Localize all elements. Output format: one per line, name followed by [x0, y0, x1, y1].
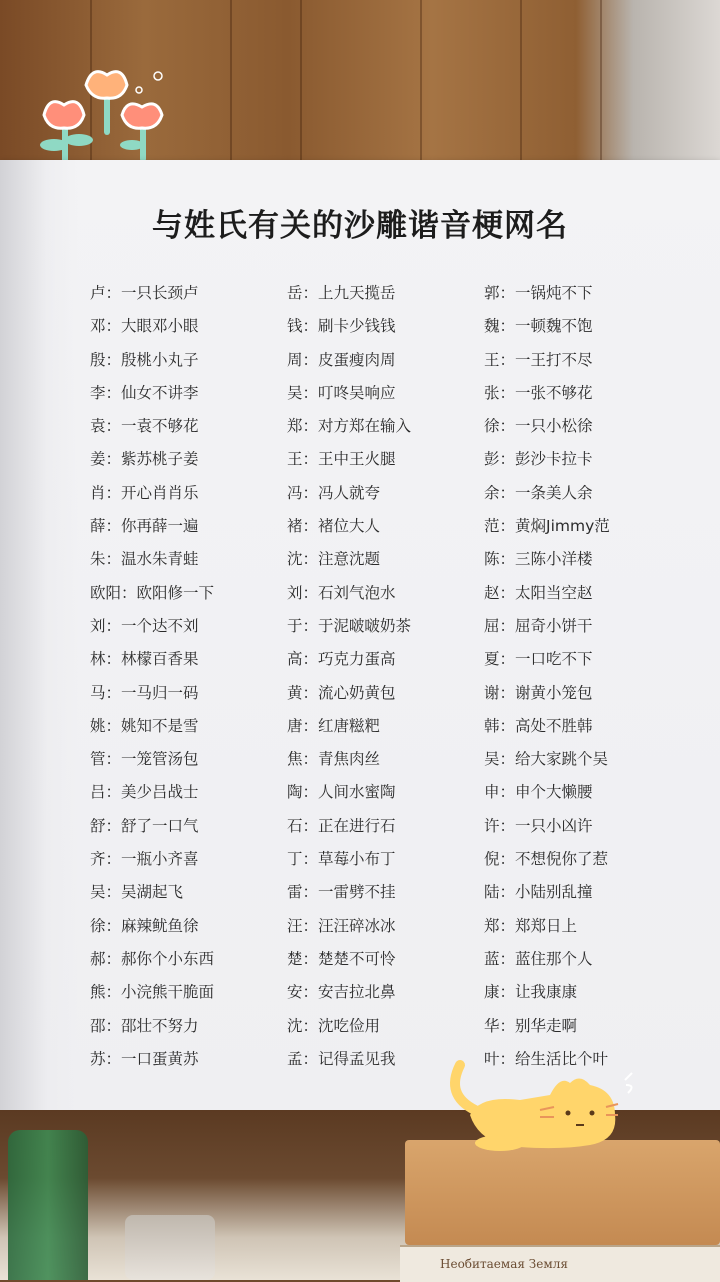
surname-label: 石： [287, 816, 319, 835]
name-entry [90, 777, 287, 810]
jar [125, 1215, 215, 1280]
nickname-text: 你再薛一遍 [121, 517, 199, 536]
surname-label: 李： [90, 383, 122, 402]
nickname-text: 大眼邓小眼 [121, 317, 199, 336]
nickname-text: 彭沙卡拉卡 [515, 450, 593, 469]
nickname-text: 紫苏桃子姜 [121, 450, 199, 469]
cat-sticker-icon [440, 1055, 640, 1165]
surname-label: 楚： [287, 949, 319, 968]
surname-label: 华： [484, 1016, 516, 1035]
nickname-text: 别华走啊 [515, 1016, 578, 1035]
surname-label: 吴： [484, 750, 516, 769]
surname-label: 夏： [484, 650, 516, 669]
nickname-text: 青焦肉丝 [318, 750, 381, 769]
nickname-text: 刷卡少钱钱 [318, 317, 396, 336]
nickname-text: 蓝住那个人 [515, 949, 593, 968]
name-entry [90, 877, 287, 910]
nickname-text: 安吉拉北鼻 [318, 983, 396, 1002]
name-entry [287, 678, 484, 711]
nickname-text: 一只小松徐 [515, 417, 593, 436]
name-entry [90, 711, 287, 744]
surname-label: 雷： [287, 883, 319, 902]
green-bottle [8, 1130, 88, 1280]
nickname-text: 褚位大人 [318, 517, 381, 536]
surname-label: 褚： [287, 517, 319, 536]
surname-label: 姜： [90, 450, 122, 469]
page-title: 与姓氏有关的沙雕谐音梗网名 [152, 208, 568, 244]
name-entry [484, 611, 681, 644]
name-entry [90, 678, 287, 711]
nickname-text: 郑郑日上 [515, 916, 578, 935]
nickname-text: 草莓小布丁 [318, 850, 396, 869]
nickname-text: 一只长颈卢 [121, 284, 199, 302]
surname-label: 殷： [90, 350, 122, 369]
nickname-text: 高处不胜韩 [515, 716, 593, 735]
surname-label: 蓝： [484, 949, 516, 968]
nickname-text: 仙女不讲李 [121, 383, 199, 402]
name-entry [484, 378, 681, 411]
nickname-text: 一张不够花 [515, 383, 593, 402]
nickname-text: 叮咚吴响应 [318, 383, 396, 402]
nickname-text: 正在进行石 [318, 816, 396, 835]
nickname-text: 一个达不刘 [121, 616, 199, 635]
surname-label: 王： [484, 350, 516, 369]
surname-label: 邵： [90, 1016, 122, 1035]
surname-label: 吴： [90, 883, 122, 902]
name-entry [287, 611, 484, 644]
name-entry [287, 378, 484, 411]
surname-label: 卢： [90, 284, 122, 302]
name-entry [287, 544, 484, 577]
name-entry [484, 777, 681, 810]
nickname-text: 记得孟见我 [318, 1049, 396, 1068]
surname-label: 熊： [90, 983, 122, 1002]
surname-label: 彭： [484, 450, 516, 469]
surname-label: 薛： [90, 517, 122, 536]
surname-label: 范： [484, 517, 516, 536]
surname-label: 倪： [484, 850, 516, 869]
nickname-text: 一条美人余 [515, 483, 593, 502]
name-entry [484, 511, 681, 544]
name-entry [90, 611, 287, 644]
nickname-text: 巧克力蛋高 [318, 650, 396, 669]
name-entry [90, 744, 287, 777]
surname-label: 郑： [484, 916, 516, 935]
name-entry [484, 744, 681, 777]
name-entry [484, 977, 681, 1010]
surname-label: 沈： [287, 550, 319, 569]
nickname-text: 欧阳修一下 [136, 583, 215, 602]
nickname-text: 黄焖Jimmy范 [515, 517, 610, 536]
nickname-text: 不想倪你了惹 [515, 850, 609, 869]
surname-label: 沈： [287, 1016, 319, 1035]
nickname-text: 人间水蜜陶 [318, 783, 396, 802]
nickname-text: 林檬百香果 [121, 650, 199, 669]
surname-label: 许： [484, 816, 516, 835]
paper-page-shadow [0, 160, 78, 1118]
surname-label: 叶： [484, 1049, 516, 1068]
name-entry [90, 345, 287, 378]
nickname-text: 楚楚不可怜 [318, 949, 396, 968]
name-entry [287, 511, 484, 544]
surname-label: 韩： [484, 716, 516, 735]
nickname-text: 温水朱青蛙 [121, 550, 199, 569]
name-list-grid [90, 278, 681, 1077]
name-entry [484, 644, 681, 677]
nickname-text: 开心肖肖乐 [121, 483, 199, 502]
surname-label: 冯： [287, 483, 319, 502]
nickname-text: 屈奇小饼干 [515, 616, 593, 635]
surname-label: 袁： [90, 417, 122, 436]
surname-label: 郝： [90, 949, 122, 968]
surname-label: 焦： [287, 750, 319, 769]
nickname-text: 一马归一码 [121, 683, 199, 702]
nickname-text: 红唐糍粑 [318, 716, 381, 735]
name-entry [287, 844, 484, 877]
nickname-text: 给生活比个叶 [515, 1049, 609, 1068]
surname-label: 马： [90, 683, 122, 702]
nickname-text: 吴湖起飞 [121, 883, 184, 902]
nickname-text: 太阳当空赵 [515, 583, 593, 602]
name-entry [484, 578, 681, 611]
name-entry [90, 911, 287, 944]
name-entry [484, 311, 681, 344]
surname-label: 唐： [287, 716, 319, 735]
surname-label: 黄： [287, 683, 319, 702]
nickname-text: 王中王火腿 [318, 450, 396, 469]
nickname-text: 一口吃不下 [515, 650, 593, 669]
name-entry [287, 811, 484, 844]
name-entry [287, 578, 484, 611]
surname-label: 刘： [90, 616, 122, 635]
name-entry [287, 944, 484, 977]
surname-label: 岳： [287, 284, 319, 302]
surname-label: 于： [287, 616, 319, 635]
surname-label: 丁： [287, 850, 319, 869]
name-entry [287, 278, 484, 311]
surname-label: 林： [90, 650, 122, 669]
surname-label: 朱： [90, 550, 122, 569]
surname-label: 徐： [90, 916, 122, 935]
name-entry [90, 544, 287, 577]
nickname-text: 一口蛋黄苏 [121, 1049, 199, 1068]
surname-label: 陶： [287, 783, 319, 802]
nickname-text: 上九天揽岳 [318, 284, 396, 302]
nickname-text: 流心奶黄包 [318, 683, 396, 702]
name-entry [287, 1011, 484, 1044]
surname-label: 吕： [90, 783, 122, 802]
nickname-text: 殷桃小丸子 [121, 350, 199, 369]
nickname-text: 一袁不够花 [121, 417, 199, 436]
surname-label: 申： [484, 783, 516, 802]
surname-label: 邓： [90, 317, 122, 336]
name-entry [90, 578, 287, 611]
surname-label: 姚： [90, 716, 122, 735]
name-entry [484, 278, 681, 311]
name-entry [287, 777, 484, 810]
name-entry [484, 411, 681, 444]
nickname-text: 一王打不尽 [515, 350, 593, 369]
surname-label: 谢： [484, 683, 516, 702]
name-entry [484, 345, 681, 378]
name-entry [484, 1011, 681, 1044]
nickname-text: 姚知不是雪 [121, 716, 199, 735]
name-entry [287, 744, 484, 777]
name-entry [90, 944, 287, 977]
surname-label: 徐： [484, 417, 516, 436]
nickname-text: 美少吕战士 [121, 783, 199, 802]
surname-label: 郭： [484, 284, 516, 302]
name-entry [287, 478, 484, 511]
nickname-text: 申个大懒腰 [515, 783, 593, 802]
name-entry [90, 811, 287, 844]
book-spine-text: Необитаемая Земля [440, 1257, 568, 1271]
name-entry [90, 1011, 287, 1044]
name-entry [90, 311, 287, 344]
nickname-text: 注意沈题 [318, 550, 381, 569]
surname-label: 欧阳： [90, 583, 137, 602]
name-entry [484, 844, 681, 877]
surname-label: 郑： [287, 417, 319, 436]
nickname-text: 对方郑在输入 [318, 417, 412, 436]
surname-label: 安： [287, 983, 319, 1002]
nickname-text: 小浣熊干脆面 [121, 983, 215, 1002]
nickname-text: 皮蛋瘦肉周 [318, 350, 396, 369]
surname-label: 周： [287, 350, 319, 369]
nickname-text: 一只小凶许 [515, 816, 593, 835]
name-entry [90, 478, 287, 511]
surname-label: 高： [287, 650, 319, 669]
name-entry [90, 844, 287, 877]
name-entry [484, 911, 681, 944]
name-entry [90, 511, 287, 544]
nickname-text: 一顿魏不饱 [515, 317, 593, 336]
nickname-text: 沈吃俭用 [318, 1016, 381, 1035]
name-entry [287, 877, 484, 910]
surname-label: 余： [484, 483, 516, 502]
name-entry [484, 544, 681, 577]
surname-label: 魏： [484, 317, 516, 336]
name-entry [287, 444, 484, 477]
surname-label: 钱： [287, 317, 319, 336]
nickname-text: 郝你个小东西 [121, 949, 215, 968]
nickname-text: 麻辣鱿鱼徐 [121, 916, 199, 935]
name-entry [90, 411, 287, 444]
surname-label: 康： [484, 983, 516, 1002]
nickname-text: 一笼管汤包 [121, 750, 199, 769]
nickname-text: 一瓶小齐喜 [121, 850, 199, 869]
surname-label: 孟： [287, 1049, 319, 1068]
nickname-text: 谢黄小笼包 [515, 683, 593, 702]
nickname-text: 邵壮不努力 [121, 1016, 199, 1035]
nickname-text: 给大家跳个吴 [515, 750, 609, 769]
nickname-text: 小陆别乱撞 [515, 883, 593, 902]
name-entry [287, 411, 484, 444]
nickname-text: 一锅炖不下 [515, 284, 593, 302]
name-entry [90, 378, 287, 411]
surname-label: 肖： [90, 483, 122, 502]
surname-label: 刘： [287, 583, 319, 602]
name-entry [484, 444, 681, 477]
nickname-text: 汪汪碎冰冰 [318, 916, 396, 935]
surname-label: 齐： [90, 850, 122, 869]
nickname-text: 于泥啵啵奶茶 [318, 616, 412, 635]
surname-label: 王： [287, 450, 319, 469]
name-entry [90, 1044, 287, 1077]
surname-label: 舒： [90, 816, 122, 835]
name-entry [484, 711, 681, 744]
nickname-text: 冯人就夸 [318, 483, 381, 502]
name-entry [287, 345, 484, 378]
name-entry [484, 478, 681, 511]
nickname-text: 石刘气泡水 [318, 583, 396, 602]
name-entry [484, 811, 681, 844]
name-entry [484, 678, 681, 711]
nickname-text: 一雷劈不挂 [318, 883, 396, 902]
name-entry [484, 877, 681, 910]
name-entry [90, 444, 287, 477]
name-entry [287, 911, 484, 944]
surname-label: 吴： [287, 383, 319, 402]
book-bottom [400, 1245, 720, 1282]
surname-label: 汪： [287, 916, 319, 935]
name-entry [90, 977, 287, 1010]
surname-label: 陆： [484, 883, 516, 902]
surname-label: 赵： [484, 583, 516, 602]
name-entry [287, 977, 484, 1010]
surname-label: 苏： [90, 1049, 122, 1068]
surname-label: 管： [90, 750, 122, 769]
name-entry [287, 711, 484, 744]
name-entry [90, 278, 287, 311]
name-entry [287, 311, 484, 344]
nickname-text: 让我康康 [515, 983, 578, 1002]
name-entry [287, 644, 484, 677]
nickname-text: 舒了一口气 [121, 816, 199, 835]
name-entry [90, 644, 287, 677]
surname-label: 陈： [484, 550, 516, 569]
surname-label: 张： [484, 383, 516, 402]
nickname-text: 三陈小洋楼 [515, 550, 593, 569]
surname-label: 屈： [484, 616, 516, 635]
name-entry [484, 944, 681, 977]
